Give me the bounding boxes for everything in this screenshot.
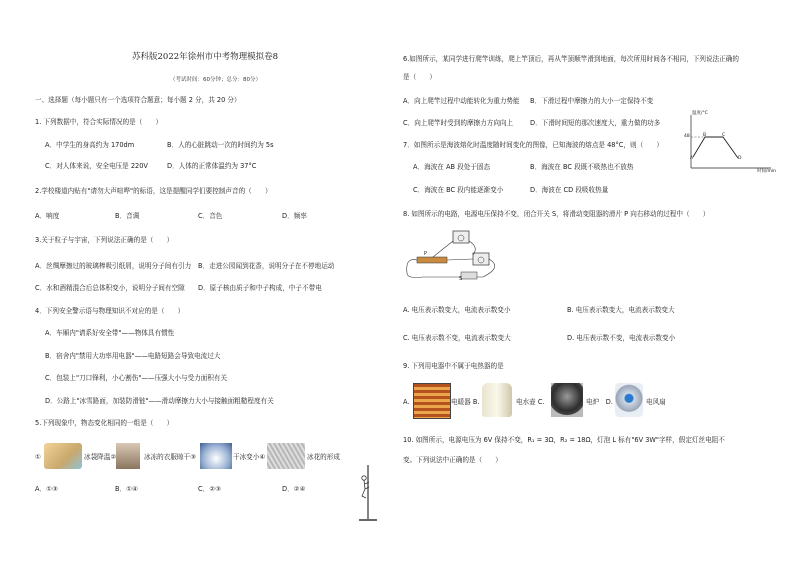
graph-point-d: D bbox=[738, 156, 742, 161]
electric-stove-image bbox=[551, 383, 583, 417]
q5-stem: 5.下列现象中，物态变化相同的一组是（ ） bbox=[35, 419, 174, 427]
q6-option-b[interactable]: B．下滑过程中摩擦力的大小一定保持不变 bbox=[530, 97, 654, 105]
q5-option-b[interactable]: B．①④ bbox=[115, 485, 138, 493]
q8-stem: 8. 如图所示的电路，电源电压保持不变，闭合开关 S，将滑动变阻器的滑片 P 向右移动的过程中（ ） bbox=[403, 210, 710, 218]
graph-point-a: A bbox=[690, 156, 694, 161]
q5-item-5: 冰花的形成 bbox=[307, 453, 340, 461]
q5-option-d[interactable]: D．②④ bbox=[282, 485, 306, 493]
q3-option-d[interactable]: D．原子核由质子和中子构成，中子不带电 bbox=[198, 284, 322, 292]
q7-option-c[interactable]: C．海波在 BC 段内能逐渐变小 bbox=[413, 186, 504, 194]
q1-option-a[interactable]: A．中学生的身高约为 170dm bbox=[45, 141, 135, 149]
q5-item-4: 干冰变小④ bbox=[233, 453, 266, 461]
electric-heater-image bbox=[413, 383, 451, 419]
q6-option-a[interactable]: A．向上爬竿过程中动能转化为重力势能 bbox=[403, 97, 520, 105]
exam-meta: （考试时间：60分钟；总分：80分） bbox=[170, 77, 261, 83]
q9-label-d: 电风扇 bbox=[646, 398, 666, 406]
q2-stem: 2.学校楼道内贴有"请勿大声喧哗"的标语，这是提醒同学们要控制声音的（ ） bbox=[35, 187, 272, 195]
q6-option-d[interactable]: D．下滑时间短的那次速度大，重力做的功多 bbox=[530, 119, 661, 127]
page-title: 苏科版2022年徐州市中考物理模拟卷8 bbox=[132, 52, 279, 62]
q8-option-b[interactable]: B. 电压表示数变大，电流表示数变大 bbox=[567, 306, 675, 314]
q9-label-b: 电水壶 C. bbox=[516, 398, 545, 406]
q4-option-b[interactable]: B．宿舍内"禁用大功率用电器"——电路短路会导致电流过大 bbox=[45, 352, 221, 360]
q1-option-c[interactable]: C．对人体来说，安全电压是 220V bbox=[45, 162, 148, 170]
graph-x-label: 时间/min bbox=[757, 169, 777, 174]
circuit-label-p: P bbox=[424, 251, 428, 257]
circuit-label-s: S bbox=[459, 276, 463, 282]
q5-option-a[interactable]: A．①③ bbox=[35, 485, 58, 493]
q9-label-c: 电炉 D. bbox=[586, 398, 613, 406]
q2-option-b[interactable]: B．音调 bbox=[115, 212, 140, 220]
melting-graph bbox=[683, 112, 773, 174]
dry-ice-image bbox=[200, 443, 232, 469]
electric-fan-image bbox=[615, 383, 643, 417]
q5-item-1: ① bbox=[35, 453, 41, 461]
q1-option-b[interactable]: B．人的心脏跳动一次的时间约为 5s bbox=[167, 141, 274, 149]
graph-point-b: B bbox=[703, 133, 707, 138]
q7-option-a[interactable]: A．海波在 AB 段处于固态 bbox=[413, 163, 491, 171]
q4-stem: 4．下列安全警示语与物理知识不对应的是（ ） bbox=[35, 307, 185, 315]
q4-option-c[interactable]: C．包装上"刀口锋利，小心割伤"——压强大小与受力面积有关 bbox=[45, 374, 228, 382]
q1-stem: 1. 下列数据中，符合实际情况的是（ ） bbox=[35, 118, 163, 126]
q5-item-3: 冰冻的衣服晾干③ bbox=[144, 453, 197, 461]
q1-option-d[interactable]: D．人体的正常体温约为 37°C bbox=[167, 162, 257, 170]
q6-stem-line2: 是（ ） bbox=[403, 73, 436, 81]
q5-option-c[interactable]: C．②③ bbox=[198, 485, 222, 493]
q3-option-b[interactable]: B．走进公园闻到花香，说明分子在不停地运动 bbox=[198, 262, 335, 270]
pole-climber-figure bbox=[357, 465, 379, 525]
q3-stem: 3.关于粒子与宇宙，下列说法正确的是（ ） bbox=[35, 236, 174, 244]
q9-option-a[interactable]: A. bbox=[403, 398, 410, 406]
q4-option-a[interactable]: A．车厢内"请系好安全带"——物体具有惯性 bbox=[45, 329, 175, 337]
frozen-clothes-image bbox=[116, 443, 140, 469]
q10-stem-line1: 10. 如图所示，电源电压为 6V 保持不变，R₁ = 3Ω，R₂ = 18Ω，灯泡 L 标有"6V 3W"字样，假定灯丝电阻不 bbox=[403, 436, 725, 444]
q2-option-d[interactable]: D．频率 bbox=[282, 212, 307, 220]
ice-pack-image bbox=[44, 443, 82, 469]
q7-stem: 7．如图所示是海波熔化时温度随时间变化的图像，已知海波的熔点是 48°C，则（ ） bbox=[403, 141, 663, 149]
q2-option-a[interactable]: A．响度 bbox=[35, 212, 60, 220]
q3-option-a[interactable]: A．丝绸摩擦过的玻璃棒吸引纸屑，说明分子间有引力 bbox=[35, 262, 192, 270]
q10-stem-line2: 变。下列说法中正确的是（ ） bbox=[403, 456, 502, 464]
q6-stem-line1: 6.如图所示，某同学进行爬竿训练，爬上竿顶后，再从竿顶顺竿滑到地面，每次所用时间各不相同，下列说法正确的 bbox=[403, 55, 739, 63]
q2-option-c[interactable]: C．音色 bbox=[198, 212, 223, 220]
q8-option-c[interactable]: C. 电压表示数不变，电流表示数变大 bbox=[403, 334, 511, 342]
frost-flower-image bbox=[267, 443, 305, 469]
graph-point-c: C bbox=[722, 133, 726, 138]
q8-option-a[interactable]: A. 电压表示数变大，电流表示数变小 bbox=[403, 306, 511, 314]
q6-option-c[interactable]: C．向上爬竿时受到的摩擦力方向向上 bbox=[403, 119, 514, 127]
q5-item-2: 冰袋降温② bbox=[84, 453, 117, 461]
graph-y-label: 温度/°C bbox=[692, 111, 708, 116]
electric-kettle-image bbox=[482, 383, 512, 417]
q7-option-d[interactable]: D．海波在 CD 段吸收热量 bbox=[530, 186, 609, 194]
q4-option-d[interactable]: D．公路上"冰雪路面，加装防滑链"——滑动摩擦力大小与接触面粗糙程度有关 bbox=[45, 397, 274, 405]
section-heading: 一、选择题（每小题只有一个选项符合题意；每小题 2 分，共 20 分） bbox=[35, 96, 241, 104]
graph-tick-48: 48 bbox=[684, 134, 690, 139]
q9-label-a: 电暖器 B. bbox=[451, 398, 480, 406]
q9-stem: 9. 下列用电器中不属于电热器的是 bbox=[403, 362, 504, 370]
q3-option-c[interactable]: C．水和酒精混合后总体积变小，说明分子间有空隙 bbox=[35, 284, 185, 292]
q8-option-d[interactable]: D. 电压表示数不变，电流表示数变小 bbox=[567, 334, 676, 342]
q7-option-b[interactable]: B．海波在 BC 段既不吸热也不放热 bbox=[530, 163, 634, 171]
circuit-diagram bbox=[403, 227, 513, 285]
